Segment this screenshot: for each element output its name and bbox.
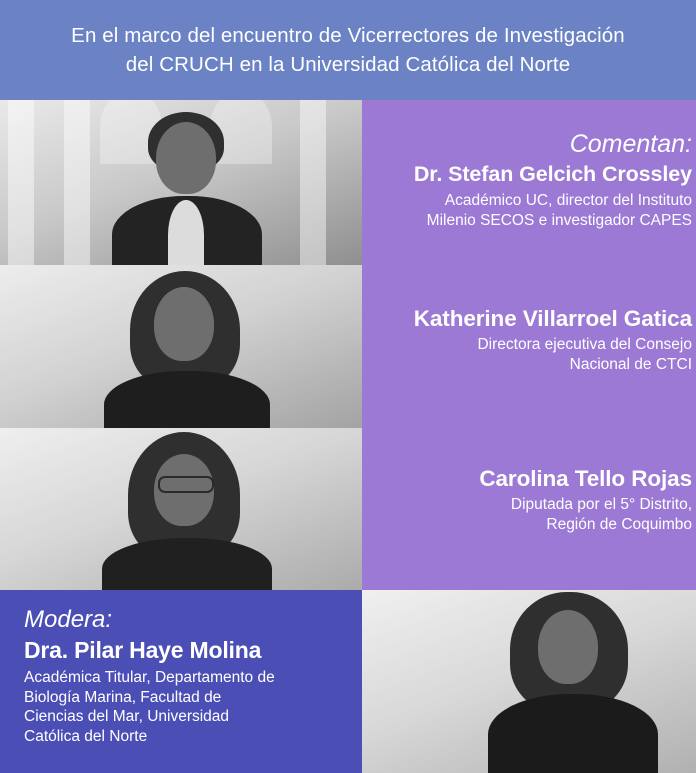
moderator-photo <box>362 590 696 773</box>
moderator-panel <box>0 590 362 773</box>
speaker-block-2 <box>392 306 692 374</box>
modera-label: Modera: <box>24 606 113 633</box>
header-banner <box>0 0 696 100</box>
portrait-image-4 <box>362 590 696 773</box>
speaker-photo-1 <box>0 100 362 265</box>
speaker-role-1 <box>392 191 692 230</box>
speaker-name-1: Dr. Stefan Gelcich Crossley <box>413 162 692 186</box>
speaker-role-2 <box>392 335 692 374</box>
portrait-image-2 <box>0 265 362 428</box>
speaker-role-3-line-1: Diputada por el 5° Distrito, <box>510 496 692 513</box>
speaker-role-2-line-2: Nacional de CTCI <box>569 355 692 373</box>
header-title-line-2: del CRUCH en la Universidad Católica del Norte <box>125 53 571 76</box>
speaker-photo-3 <box>0 428 362 590</box>
speaker-name-2: Katherine Villarroel Gatica <box>413 306 692 331</box>
speaker-role-2-line-1: Directora ejecutiva del Consejo <box>477 336 692 353</box>
speaker-role-3-line-2: Región de Coquimbo <box>546 515 692 533</box>
speaker-name-3: Carolina Tello Rojas <box>479 466 692 491</box>
header-title-line-1: En el marco del encuentro de Vicerrectores de Investigación <box>71 24 625 47</box>
moderator-role-line-1: Académica Titular, Departamento de <box>24 669 275 686</box>
speaker-photo-2 <box>0 265 362 428</box>
moderator-name: Dra. Pilar Haye Molina <box>24 637 262 663</box>
speaker-role-1-line-1: Académico UC, director del Instituto <box>444 192 692 209</box>
portrait-image-1 <box>0 100 362 265</box>
moderator-role <box>24 668 344 746</box>
moderator-role-line-4: Católica del Norte <box>24 727 148 745</box>
moderator-role-line-2: Biología Marina, Facultad de <box>24 688 222 706</box>
speaker-role-3 <box>392 495 692 534</box>
speaker-block-1 <box>392 130 692 230</box>
portrait-image-3 <box>0 428 362 590</box>
speaker-block-3 <box>392 466 692 534</box>
comentan-label: Comentan: <box>569 130 692 158</box>
glasses-icon <box>158 476 214 493</box>
moderator-role-line-3: Ciencias del Mar, Universidad <box>24 708 230 725</box>
speaker-role-1-line-2: Milenio SECOS e investigador CAPES <box>426 211 692 229</box>
